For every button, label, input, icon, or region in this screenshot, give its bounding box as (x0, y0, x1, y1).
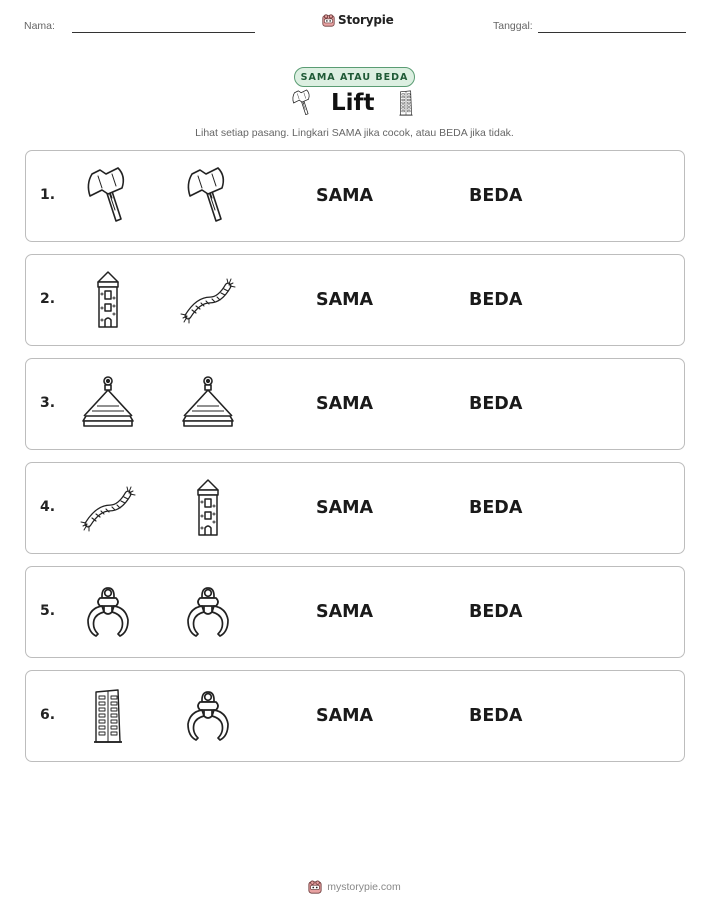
option-sama[interactable]: SAMA (316, 498, 374, 518)
option-beda[interactable]: BEDA (469, 394, 523, 414)
instructions: Lihat setiap pasang. Lingkari SAMA jika cocok, atau BEDA jika tidak. (195, 127, 514, 139)
pulley-platform-icon (178, 374, 238, 434)
exercise-row (25, 462, 685, 554)
option-beda[interactable]: BEDA (469, 602, 523, 622)
axe-icon (288, 89, 316, 117)
row-number: 5. (40, 603, 56, 619)
date-line[interactable] (538, 32, 686, 33)
option-beda[interactable]: BEDA (469, 498, 523, 518)
row-number: 3. (40, 395, 56, 411)
option-beda[interactable]: BEDA (469, 706, 523, 726)
grabber-claw-icon (78, 582, 138, 642)
exercise-row (25, 566, 685, 658)
tower-icon (78, 270, 138, 330)
grabber-claw-icon (178, 582, 238, 642)
name-label: Nama: (24, 20, 55, 32)
footer (0, 880, 709, 894)
date-label: Tanggal: (493, 20, 533, 32)
brand (322, 13, 394, 27)
grabber-claw-icon (178, 686, 238, 746)
exercise-row (25, 150, 685, 242)
row-number: 4. (40, 499, 56, 515)
name-line[interactable] (72, 32, 255, 33)
row-number: 6. (40, 707, 56, 723)
option-sama[interactable]: SAMA (316, 706, 374, 726)
option-sama[interactable]: SAMA (316, 290, 374, 310)
option-sama[interactable]: SAMA (316, 602, 374, 622)
rope-icon (178, 270, 238, 330)
exercise-row (25, 670, 685, 762)
brand-name: Storypie (338, 13, 394, 27)
option-beda[interactable]: BEDA (469, 290, 523, 310)
rope-icon (78, 478, 138, 538)
option-beda[interactable]: BEDA (469, 186, 523, 206)
axe-icon (178, 166, 238, 226)
row-number: 2. (40, 291, 56, 307)
exercise-row (25, 254, 685, 346)
axe-icon (78, 166, 138, 226)
storypie-logo-icon (322, 14, 335, 27)
option-sama[interactable]: SAMA (316, 394, 374, 414)
worksheet-badge: SAMA ATAU BEDA (294, 67, 415, 87)
skyscraper-icon (78, 686, 138, 746)
row-number: 1. (40, 187, 56, 203)
pulley-platform-icon (78, 374, 138, 434)
option-sama[interactable]: SAMA (316, 186, 374, 206)
skyscraper-icon (392, 89, 420, 117)
worksheet-title: Lift (331, 90, 375, 116)
tower-icon (178, 478, 238, 538)
exercise-row (25, 358, 685, 450)
storypie-logo-icon (308, 880, 322, 894)
footer-url[interactable]: mystorypie.com (327, 881, 401, 893)
